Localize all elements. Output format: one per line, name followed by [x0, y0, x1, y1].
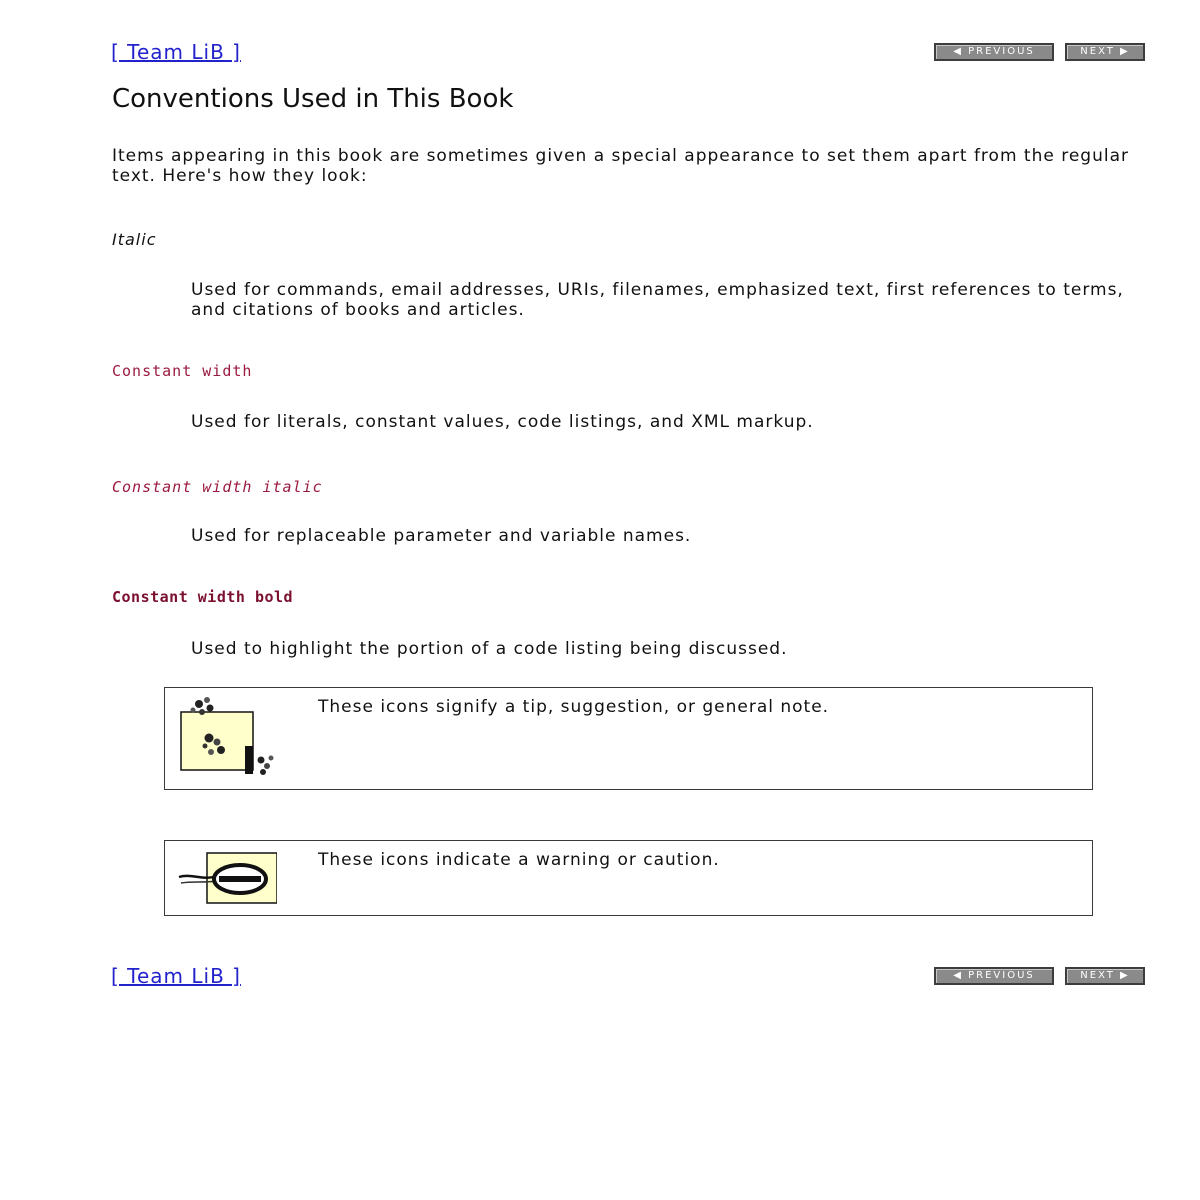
- term-italic-description: Used for commands, email addresses, URIs, filenames, emphasized text, first references to terms, and citations of books and articles.: [191, 280, 1124, 320]
- term-constant-width-bold: Constant width bold: [112, 588, 294, 606]
- tip-icon: [177, 696, 277, 784]
- warning-note-text: These icons indicate a warning or caution.: [318, 850, 720, 870]
- previous-button[interactable]: ◀ PREVIOUS: [934, 43, 1054, 61]
- team-lib-link[interactable]: [ Team LiB ]: [111, 964, 241, 988]
- previous-button[interactable]: ◀ PREVIOUS: [934, 967, 1054, 985]
- term-constant-width-description: Used for literals, constant values, code listings, and XML markup.: [191, 412, 814, 432]
- team-lib-link[interactable]: [ Team LiB ]: [111, 40, 241, 64]
- term-constant-width-italic: Constant width italic: [112, 478, 323, 496]
- warning-note-box: [164, 840, 1093, 916]
- intro-paragraph: Items appearing in this book are sometimes given a special appearance to set them apart from the regular text. Here's how they look:: [112, 146, 1129, 186]
- term-constant-width-bold-description: Used to highlight the portion of a code listing being discussed.: [191, 639, 788, 659]
- warning-icon: [177, 851, 277, 911]
- top-navigation: [111, 40, 1145, 66]
- term-constant-width-italic-description: Used for replaceable parameter and variable names.: [191, 526, 692, 546]
- term-italic: Italic: [112, 230, 157, 249]
- tip-note-box: [164, 687, 1093, 790]
- next-button[interactable]: NEXT ▶: [1065, 967, 1145, 985]
- next-button[interactable]: NEXT ▶: [1065, 43, 1145, 61]
- tip-note-text: These icons signify a tip, suggestion, or general note.: [318, 697, 830, 717]
- bottom-navigation: [111, 964, 1145, 990]
- term-constant-width: Constant width: [112, 362, 253, 380]
- page-title: Conventions Used in This Book: [112, 84, 514, 114]
